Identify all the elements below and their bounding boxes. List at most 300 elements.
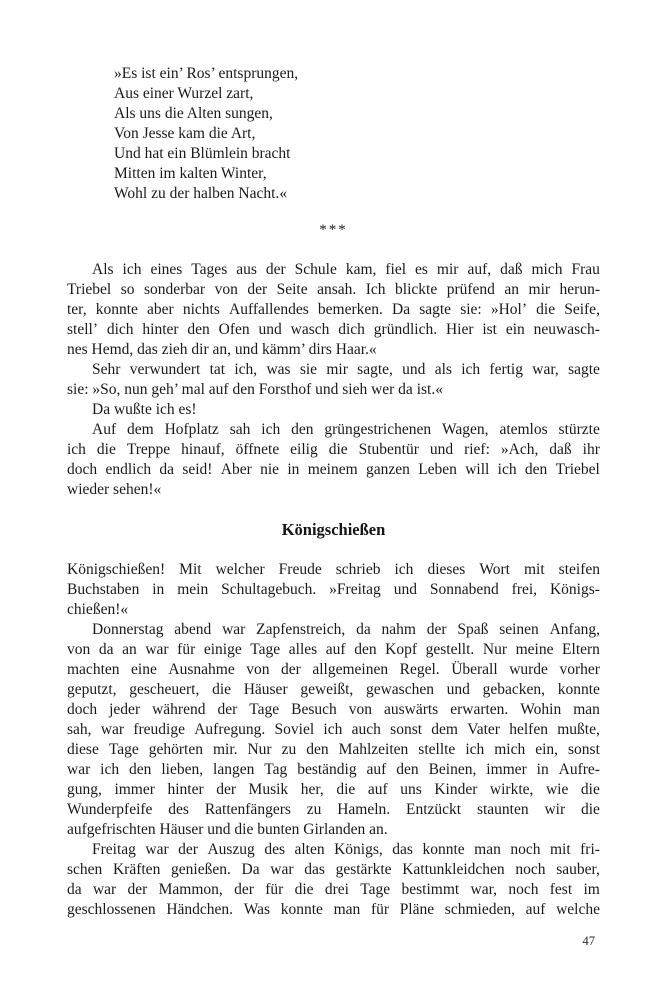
word: Hier <box>445 321 474 338</box>
word: tat <box>209 361 226 378</box>
word: da <box>356 621 371 638</box>
text-line: chießen!« <box>67 601 129 618</box>
word: ich <box>261 421 281 438</box>
word: daß <box>549 441 572 458</box>
word: dem <box>431 721 458 738</box>
word: auf, <box>467 261 492 278</box>
word: immer <box>114 781 155 798</box>
word: Soviel <box>274 721 315 738</box>
word: eilig <box>290 441 318 458</box>
word: Freitag <box>92 841 136 858</box>
word: Auszug <box>207 841 255 858</box>
word: zu <box>281 741 297 758</box>
word: dieses <box>427 561 466 578</box>
word: ich <box>100 761 120 778</box>
word: Königs, <box>334 841 383 858</box>
word: mein <box>177 581 209 598</box>
word: fertig <box>489 361 523 378</box>
word: Musik <box>248 781 289 798</box>
word: herun- <box>559 281 600 298</box>
text-line <box>67 880 600 900</box>
word: in <box>152 581 165 598</box>
section-2 <box>67 560 600 920</box>
word: aber <box>147 301 174 318</box>
word: die <box>536 301 556 318</box>
text-line <box>67 660 600 680</box>
word: Sonnabend <box>429 581 499 598</box>
word: doch <box>67 701 98 718</box>
word: welcher <box>215 561 265 578</box>
word: in <box>287 461 300 478</box>
text-line: sie: »So, nun geh’ mal auf den Forsthof und sieh wer da ist.« <box>67 381 443 398</box>
word: machten <box>67 661 120 678</box>
word: es <box>415 261 428 278</box>
word: Regel. <box>399 661 440 678</box>
word: sie <box>299 361 318 378</box>
word: ich <box>67 441 86 458</box>
word: eine <box>131 661 157 678</box>
word: Nur <box>247 741 272 758</box>
word: drei <box>324 881 349 898</box>
word: Kopf <box>385 641 418 658</box>
word: gung, <box>67 781 102 798</box>
word: Stubentür <box>358 441 419 458</box>
word: wasch <box>290 321 330 338</box>
word: eines <box>150 261 183 278</box>
word: ein, <box>535 741 559 758</box>
text-line <box>67 840 600 860</box>
word: Entzückt <box>406 801 462 818</box>
word: und <box>258 321 282 338</box>
word: Ich <box>365 281 386 298</box>
word: »Hol’ <box>490 301 528 318</box>
word: Zapfenstreich, <box>256 621 346 638</box>
word: wie <box>545 781 569 798</box>
text-line: Da wußte ich es! <box>92 401 197 418</box>
word: noch <box>510 841 541 858</box>
word: Hofplatz <box>164 421 219 438</box>
word: und <box>446 681 470 698</box>
word: nie <box>260 461 280 478</box>
word: Königschießen! <box>67 561 166 578</box>
word: Anfang, <box>549 621 600 638</box>
text-line <box>67 620 600 640</box>
paragraph <box>67 620 600 840</box>
word: Tages <box>191 261 228 278</box>
word: mit <box>549 841 571 858</box>
word: mir. <box>212 741 238 758</box>
word: Mahlzeiten <box>338 741 409 758</box>
text-line <box>67 700 600 720</box>
word: konnte <box>95 301 138 318</box>
word: Wort <box>479 561 510 578</box>
word: auf <box>367 781 388 798</box>
word: alles <box>288 641 318 658</box>
word: wir <box>544 801 566 818</box>
word: meine <box>515 641 554 658</box>
word: gehörten <box>148 741 203 758</box>
word: bemerken. <box>317 301 383 318</box>
word: war <box>145 641 169 658</box>
word: den <box>187 321 210 338</box>
word: von <box>348 701 372 718</box>
word: und <box>429 441 454 458</box>
word: Vater <box>467 721 500 738</box>
text-line <box>67 360 600 380</box>
word: die <box>328 441 348 458</box>
word: Kattunkleidchen <box>402 861 505 878</box>
word: mir <box>528 281 551 298</box>
word: schmieden, <box>444 901 515 918</box>
word: Aufregung. <box>194 721 266 738</box>
word: der <box>234 881 254 898</box>
word: den <box>306 741 329 758</box>
word: gestärkte <box>335 861 392 878</box>
word: Aufre- <box>558 761 600 778</box>
word: Kräften <box>112 861 161 878</box>
word: Überall <box>451 661 498 678</box>
word: Pläne <box>399 901 435 918</box>
poem-line: Aus einer Wurzel zart, <box>114 85 254 102</box>
text-line: nes Hemd, das zieh dir an, und kämm’ dirs Haar.« <box>67 341 377 358</box>
text-line <box>67 760 600 780</box>
word: für <box>177 641 196 658</box>
word: ich <box>122 261 142 278</box>
word: ich <box>465 741 485 758</box>
word: war <box>270 861 294 878</box>
word: rief: <box>464 441 490 458</box>
word: hinter <box>142 321 179 338</box>
word: Eltern <box>562 641 600 658</box>
poem-line: Mitten im kalten Winter, <box>114 165 267 182</box>
word: Nur <box>482 641 507 658</box>
word: blickte <box>395 281 438 298</box>
paragraph <box>67 420 600 500</box>
word: ist <box>482 321 497 338</box>
section-1 <box>67 260 600 500</box>
word: Freude <box>278 561 322 578</box>
text-line <box>67 280 600 300</box>
word: die <box>336 781 356 798</box>
word: Triebel <box>67 281 112 298</box>
word: genießen. <box>171 861 231 878</box>
word: staunten <box>476 801 529 818</box>
word: mich <box>531 261 563 278</box>
word: Tage <box>250 641 281 658</box>
word: war <box>92 881 117 898</box>
word: frei, <box>511 581 538 598</box>
word: Tag <box>264 761 288 778</box>
word: will <box>465 461 490 478</box>
word: mir <box>326 361 348 378</box>
word: Leben <box>418 461 457 478</box>
paragraph <box>67 260 600 360</box>
paragraph <box>67 360 600 400</box>
paragraph <box>67 560 600 620</box>
word: und <box>402 361 426 378</box>
word: die <box>294 881 314 898</box>
word: Tage <box>108 741 139 758</box>
word: man <box>474 841 501 858</box>
word: helfen <box>509 721 548 738</box>
text-line <box>67 860 600 880</box>
text-line <box>67 460 600 480</box>
text-line <box>67 740 600 760</box>
text-line <box>67 420 600 440</box>
word: wurde <box>509 661 548 678</box>
text-line <box>67 260 600 280</box>
word: da <box>159 461 175 478</box>
word: ganzen <box>365 461 410 478</box>
word: den <box>396 761 419 778</box>
word: ter, <box>67 301 87 318</box>
word: freudige <box>133 721 185 738</box>
word: man <box>333 901 361 918</box>
word: welche <box>556 901 600 918</box>
word: langen <box>213 761 255 778</box>
word: Wunderpfeife <box>67 801 153 818</box>
word: Händchen. <box>166 901 234 918</box>
word: Mammon, <box>158 881 223 898</box>
word: mich <box>494 741 526 758</box>
word: den <box>291 421 314 438</box>
word: noch <box>508 881 539 898</box>
word: Beinen, <box>428 761 477 778</box>
word: beständig <box>297 761 357 778</box>
word: auf <box>525 901 546 918</box>
word: konnte <box>280 901 323 918</box>
word: »Freitag <box>329 581 381 598</box>
poem-line: Und hat ein Blümlein bracht <box>114 145 291 162</box>
word: Ausnahme <box>168 661 235 678</box>
chapter-heading: Königschießen <box>281 520 386 539</box>
word: die <box>96 441 116 458</box>
word: verwundert <box>129 361 201 378</box>
word: diese <box>67 741 99 758</box>
text-line <box>67 680 600 700</box>
word: geschlossenen <box>67 901 156 918</box>
word: sauber, <box>556 861 600 878</box>
word: in <box>536 761 549 778</box>
word: fri- <box>580 841 600 858</box>
word: von <box>67 641 91 658</box>
word: sagte <box>419 301 452 318</box>
word: Da <box>241 861 260 878</box>
poem-line: Wohl zu der halben Nacht.« <box>114 185 288 202</box>
word: der <box>216 781 236 798</box>
word: Treppe <box>126 441 171 458</box>
word: stell’ <box>67 321 98 338</box>
word: gebacken, <box>482 681 546 698</box>
word: dich <box>106 321 134 338</box>
word: jeder <box>109 701 141 718</box>
text-line <box>67 300 600 320</box>
word: sagte, <box>357 361 393 378</box>
word: den <box>524 461 548 478</box>
word: allgemeinen <box>312 661 389 678</box>
word: ich <box>394 561 414 578</box>
word: Schultagebuch. <box>221 581 317 598</box>
word: bestimmt <box>401 881 460 898</box>
word: Auffallendes <box>229 301 309 318</box>
word: das <box>304 861 325 878</box>
word: ich, <box>234 361 258 378</box>
word: ich <box>323 721 343 738</box>
word: Wohin <box>520 701 562 718</box>
word: während <box>152 701 206 718</box>
word: ein <box>505 321 525 338</box>
word: sah <box>229 421 251 438</box>
content-block <box>67 64 600 920</box>
word: als <box>434 361 452 378</box>
word: einige <box>203 641 242 658</box>
word: die <box>580 781 600 798</box>
word: her, <box>300 781 324 798</box>
word: sonderbar <box>143 281 206 298</box>
word: kam, <box>345 261 377 278</box>
poem <box>114 64 600 204</box>
word: für <box>265 881 284 898</box>
text-line <box>67 560 600 580</box>
word: und <box>393 581 417 598</box>
word: Da <box>392 301 411 318</box>
word: ich <box>461 361 481 378</box>
word: meinem <box>307 461 358 478</box>
word: das <box>392 841 413 858</box>
word: war <box>222 621 246 638</box>
word: gescheuert, <box>129 681 200 698</box>
text-line <box>67 900 600 920</box>
paragraph <box>67 400 600 420</box>
word: gewaschen <box>365 681 434 698</box>
word: hinter <box>167 781 204 798</box>
word: Frau <box>571 261 600 278</box>
text-line <box>67 780 600 800</box>
text-line <box>67 640 600 660</box>
word: den <box>354 641 377 658</box>
word: stürzte <box>558 421 600 438</box>
word: Häuser <box>243 681 288 698</box>
word: sie: <box>460 301 482 318</box>
word: da <box>67 881 82 898</box>
poem-line: »Es ist ein’ Ros’ entsprungen, <box>114 65 299 82</box>
word: uns <box>400 781 422 798</box>
word: die <box>212 681 231 698</box>
word: sagte <box>568 361 600 378</box>
word: den <box>129 761 152 778</box>
word: Tage <box>360 881 391 898</box>
word: erwarten. <box>450 701 509 718</box>
word: gründlich. <box>373 321 438 338</box>
word: Besuch <box>291 701 337 718</box>
word: fest <box>549 881 573 898</box>
word: schrieb <box>335 561 381 578</box>
word: wirkte, <box>489 781 534 798</box>
word: auswärts <box>383 701 439 718</box>
word: endlich <box>105 461 152 478</box>
word: war, <box>470 881 497 898</box>
word: auf <box>366 761 387 778</box>
word: der <box>178 841 198 858</box>
word: Wagen, <box>442 421 489 438</box>
word: Aber <box>220 461 252 478</box>
word: sonst <box>390 721 423 738</box>
word: im <box>583 881 600 898</box>
word: geweißt, <box>300 681 354 698</box>
word: schen <box>67 861 103 878</box>
word: seinen <box>499 621 539 638</box>
word: Ofen <box>218 321 250 338</box>
word: geputzt, <box>67 681 117 698</box>
word: lieben, <box>161 761 204 778</box>
word: von <box>214 281 238 298</box>
word: Hameln. <box>337 801 391 818</box>
word: ich <box>497 461 517 478</box>
word: abend <box>174 621 212 638</box>
word: Seite <box>276 281 308 298</box>
word: der <box>217 701 238 718</box>
word: mir <box>436 261 459 278</box>
word: der <box>127 881 148 898</box>
word: gestellt. <box>425 641 475 658</box>
word: war, <box>532 361 559 378</box>
word: Spaß <box>457 621 489 638</box>
word: auch <box>351 721 381 738</box>
word: Triebel <box>555 461 600 478</box>
poem-line: Von Jesse kam die Art, <box>114 125 256 142</box>
word: nichts <box>182 301 220 318</box>
word: was <box>266 361 291 378</box>
word: sah, <box>67 721 92 738</box>
word: dem <box>127 421 154 438</box>
word: seid! <box>182 461 213 478</box>
paragraph <box>67 840 600 920</box>
word: stellte <box>418 741 456 758</box>
word: war <box>67 761 91 778</box>
word: zu <box>306 801 322 818</box>
word: da <box>98 641 114 658</box>
word: für <box>370 901 390 918</box>
word: der <box>265 261 286 278</box>
word: war <box>100 721 125 738</box>
word: des <box>264 841 285 858</box>
word: war <box>145 841 169 858</box>
word: Seife, <box>564 301 600 318</box>
word: prüfend <box>446 281 495 298</box>
word: daß <box>500 261 523 278</box>
text-line <box>67 800 600 820</box>
page-number: 47 <box>582 934 595 948</box>
word: ihr <box>582 441 600 458</box>
word: mit <box>523 561 545 578</box>
word: Rattenfängers <box>204 801 291 818</box>
section-separator: *** <box>319 222 348 238</box>
word: von <box>246 661 270 678</box>
word: grüngestrichenen <box>324 421 432 438</box>
word: neuwasch- <box>533 321 600 338</box>
word: konnte <box>557 681 600 698</box>
word: Schule <box>294 261 337 278</box>
text-line: wieder sehen!« <box>67 481 162 498</box>
word: steifen <box>558 561 600 578</box>
word: aus <box>236 261 257 278</box>
word: Sehr <box>92 361 121 378</box>
word: »Ach, <box>500 441 539 458</box>
word: hinauf, <box>181 441 225 458</box>
word: des <box>168 801 189 818</box>
word: ansah. <box>317 281 357 298</box>
word: der <box>281 661 301 678</box>
